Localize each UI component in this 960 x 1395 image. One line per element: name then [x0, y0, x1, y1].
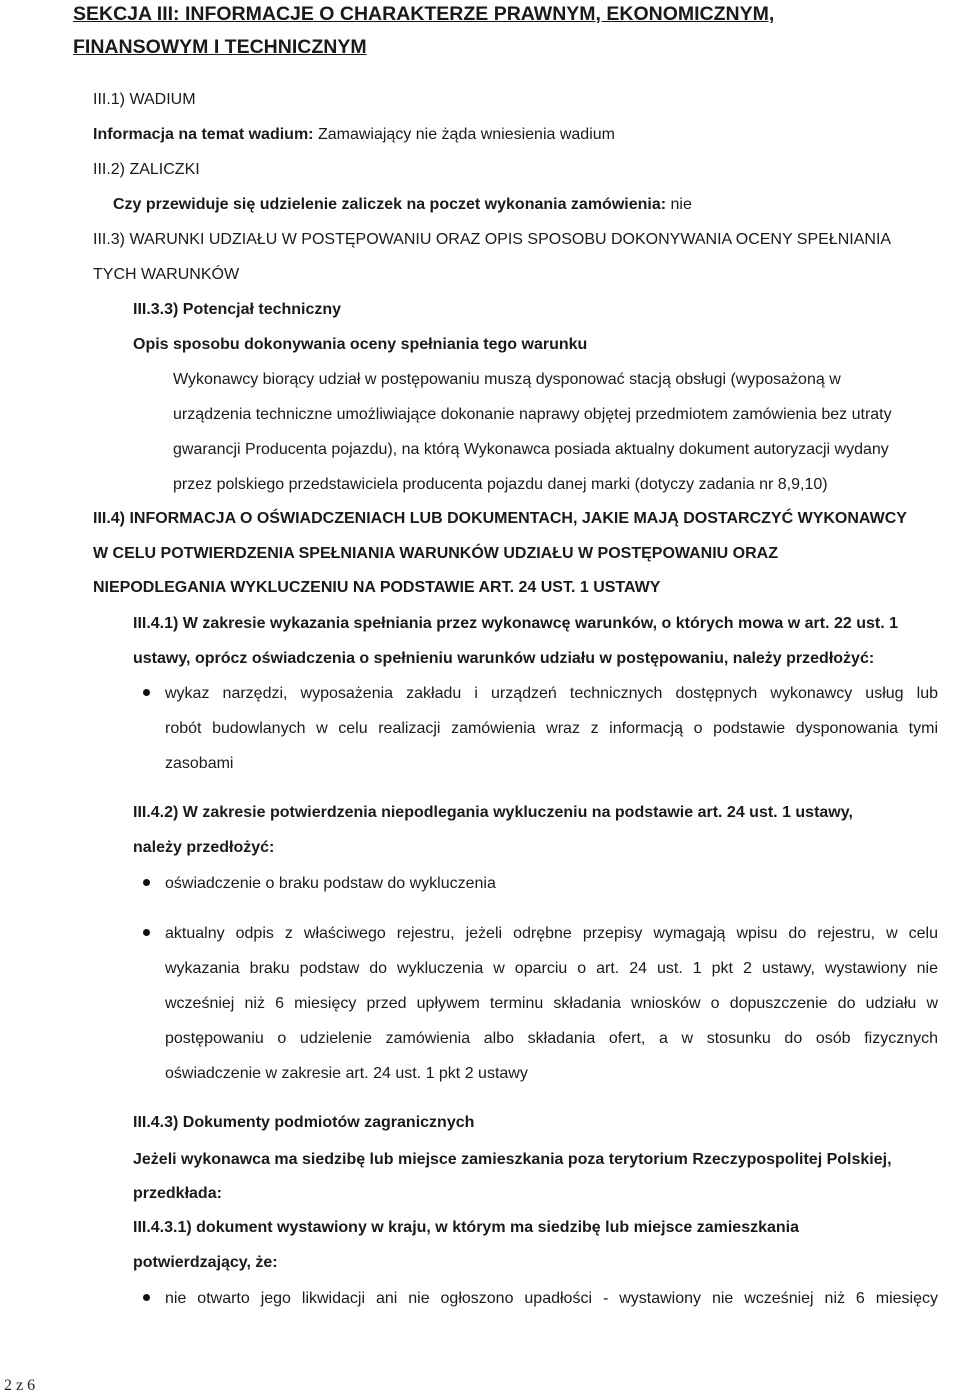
warunki-heading-line-2: TYCH WARUNKÓW — [93, 266, 240, 283]
zaliczki-line — [113, 195, 692, 215]
s31-line-2: potwierdzający, że: — [133, 1254, 278, 1271]
wadium-heading: III.1) WADIUM — [93, 91, 196, 108]
zaliczki-heading: III.2) ZALICZKI — [93, 161, 200, 178]
s31-line-1: III.4.3.1) dokument wystawiony w kraju, w którym ma siedzibę lub miejsce zamieszkania — [133, 1219, 800, 1236]
s2-bullet-2-line-3: wcześniej niż 6 miesięcy przed upływem terminu składania wniosków o dopuszczenie do udziału w — [165, 995, 938, 1012]
s2-bullet-1: oświadczenie o braku podstaw do wykluczenia — [165, 875, 496, 892]
s2-bullet-2-line-1: aktualny odpis z właściwego rejestru, jeżeli odrębne przepisy wymagają wpisu do rejestru, w celu — [165, 925, 938, 942]
informacja-heading-line-1: III.4) INFORMACJA O OŚWIADCZENIACH LUB DOKUMENTACH, JAKIE MAJĄ DOSTARCZYĆ WYKONAWCY — [93, 510, 907, 527]
bullet-dot — [143, 1294, 150, 1301]
s2-bullet-2-line-2: wykazania braku podstaw do wykluczenia w oparciu o art. 24 ust. 1 pkt 2 ustawy, wystawiony nie — [165, 960, 938, 977]
s1-bullet-line-1: wykaz narzędzi, wyposażenia zakładu i urządzeń technicznych dostępnych wykonawcy usług lub — [165, 685, 938, 702]
opis-label: Opis sposobu dokonywania oceny spełniania tego warunku — [133, 336, 588, 353]
informacja-heading-line-3: NIEPODLEGANIA WYKLUCZENIU NA PODSTAWIE ART. 24 UST. 1 USTAWY — [93, 579, 661, 596]
opis-line-3: gwarancji Producenta pojazdu), na którą Wykonawca posiada aktualny dokument autoryzacji wydany — [173, 441, 889, 458]
bullet-dot — [143, 879, 150, 886]
opis-line-4: przez polskiego przedstawiciela producenta pojazdu danej marki (dotyczy zadania nr 8,9,10) — [173, 476, 828, 493]
wadium-label: Informacja na temat wadium: — [93, 126, 314, 143]
s1-bullet-line-3: zasobami — [165, 755, 234, 772]
warunki-heading-line-1: III.3) WARUNKI UDZIAŁU W POSTĘPOWANIU ORAZ OPIS SPOSOBU DOKONYWANIA OCENY SPEŁNIANIA — [93, 231, 892, 248]
s2-bullet-2-line-4: postępowaniu o udzielenie zamówienia albo składania ofert, a w stosunku do osób fizycznych — [165, 1030, 938, 1047]
s2-heading-line-1: III.4.2) W zakresie potwierdzenia niepodlegania wykluczeniu na podstawie art. 24 ust. 1 ustawy, — [133, 804, 853, 821]
s1-bullet-line-2: robót budowlanych w celu realizacji zamówienia wraz z informacją o podstawie dysponowania tymi — [165, 720, 938, 737]
s31-bullet-1: nie otwarto jego likwidacji ani nie ogłoszono upadłości - wystawiony nie wcześniej niż 6 miesięcy — [165, 1290, 938, 1307]
section-title-line-2: FINANSOWYM I TECHNICZNYM — [73, 36, 367, 58]
bullet-dot — [143, 929, 150, 936]
s3-line-2: przedkłada: — [133, 1185, 222, 1202]
s1-heading-line-2: ustawy, oprócz oświadczenia o spełnieniu warunków udziału w postępowaniu, należy przedłożyć: — [133, 650, 875, 667]
zaliczki-value: nie — [670, 196, 692, 213]
page-number: 2 z 6 — [4, 1377, 36, 1394]
bullet-dot — [143, 689, 150, 696]
zaliczki-label: Czy przewiduje się udzielenie zaliczek na poczet wykonania zamówienia: — [113, 196, 667, 213]
informacja-heading-line-2: W CELU POTWIERDZENIA SPEŁNIANIA WARUNKÓW UDZIAŁU W POSTĘPOWANIU ORAZ — [93, 545, 779, 562]
s3-line-1: Jeżeli wykonawca ma siedzibę lub miejsce zamieszkania poza terytorium Rzeczypospolitej Polskiej, — [133, 1151, 892, 1168]
s2-bullet-2-line-5: oświadczenie w zakresie art. 24 ust. 1 pkt 2 ustawy — [165, 1065, 528, 1082]
s1-heading-line-1: III.4.1) W zakresie wykazania spełniania przez wykonawcę warunków, o których mowa w art. 22 ust. 1 — [133, 615, 899, 632]
s3-heading: III.4.3) Dokumenty podmiotów zagranicznych — [133, 1114, 475, 1131]
wadium-value: Zamawiający nie żąda wniesienia wadium — [317, 126, 615, 143]
section-title-line-1: SEKCJA III: INFORMACJE O CHARAKTERZE PRAWNYM, EKONOMICZNYM, — [73, 3, 775, 25]
opis-line-1: Wykonawcy biorący udział w postępowaniu muszą dysponować stacją obsługi (wyposażoną w — [173, 371, 841, 388]
opis-line-2: urządzenia techniczne umożliwiające dokonanie naprawy objętej przedmiotem zamówienia bez utraty — [173, 406, 892, 423]
s2-heading-line-2: należy przedłożyć: — [133, 839, 275, 856]
wadium-line — [93, 125, 615, 145]
potencjal-heading: III.3.3) Potencjał techniczny — [133, 301, 342, 318]
